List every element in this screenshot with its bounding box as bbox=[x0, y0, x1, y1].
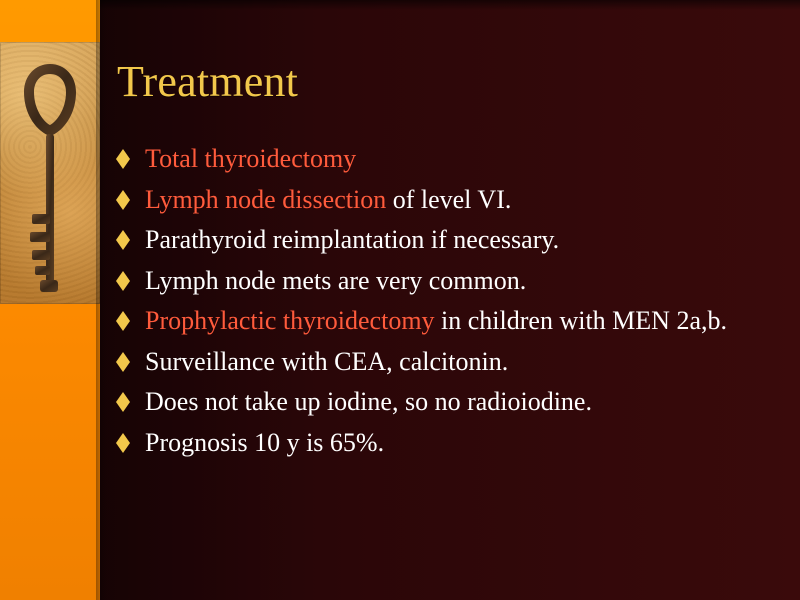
diamond-bullet-icon bbox=[116, 311, 130, 331]
bullet-text: Does not take up iodine, so no radioiodine. bbox=[145, 387, 592, 416]
diamond-bullet-icon bbox=[116, 433, 130, 453]
bullet-text: Lymph node mets are very common. bbox=[145, 265, 527, 295]
bullet-text: Total thyroidectomy bbox=[145, 144, 357, 173]
bullet-text: Parathyroid reimplantation if necessary. bbox=[145, 225, 560, 254]
bullet-text-emphasis: Lymph node dissection bbox=[145, 184, 387, 214]
bullet-item bbox=[116, 266, 786, 296]
bullet-item bbox=[116, 347, 786, 377]
bullet-text: Surveillance with CEA, calcitonin. bbox=[145, 346, 509, 376]
key-icon bbox=[10, 54, 90, 299]
diamond-bullet-icon bbox=[116, 392, 130, 412]
bullet-item bbox=[116, 225, 786, 255]
left-strip-shadow bbox=[96, 0, 106, 600]
diamond-bullet-icon bbox=[116, 271, 130, 291]
diamond-bullet-icon bbox=[116, 149, 130, 169]
bullet-item bbox=[116, 185, 786, 215]
bullet-item bbox=[116, 387, 786, 417]
bullet-list bbox=[116, 144, 786, 468]
bullet-item bbox=[116, 144, 786, 174]
slide-title: Treatment bbox=[117, 57, 299, 106]
bullet-item bbox=[116, 306, 786, 336]
bullet-item bbox=[116, 428, 786, 458]
bullet-text: Prognosis 10 y is 65%. bbox=[145, 427, 385, 457]
bullet-text: of level VI. bbox=[386, 184, 512, 214]
diamond-bullet-icon bbox=[116, 190, 130, 210]
diamond-bullet-icon bbox=[116, 230, 130, 250]
top-shadow-band bbox=[100, 0, 800, 10]
diamond-bullet-icon bbox=[116, 352, 130, 372]
bullet-text-emphasis: Prophylactic thyroidectomy bbox=[145, 306, 435, 335]
bullet-text: in children with MEN 2a,b. bbox=[434, 306, 727, 335]
